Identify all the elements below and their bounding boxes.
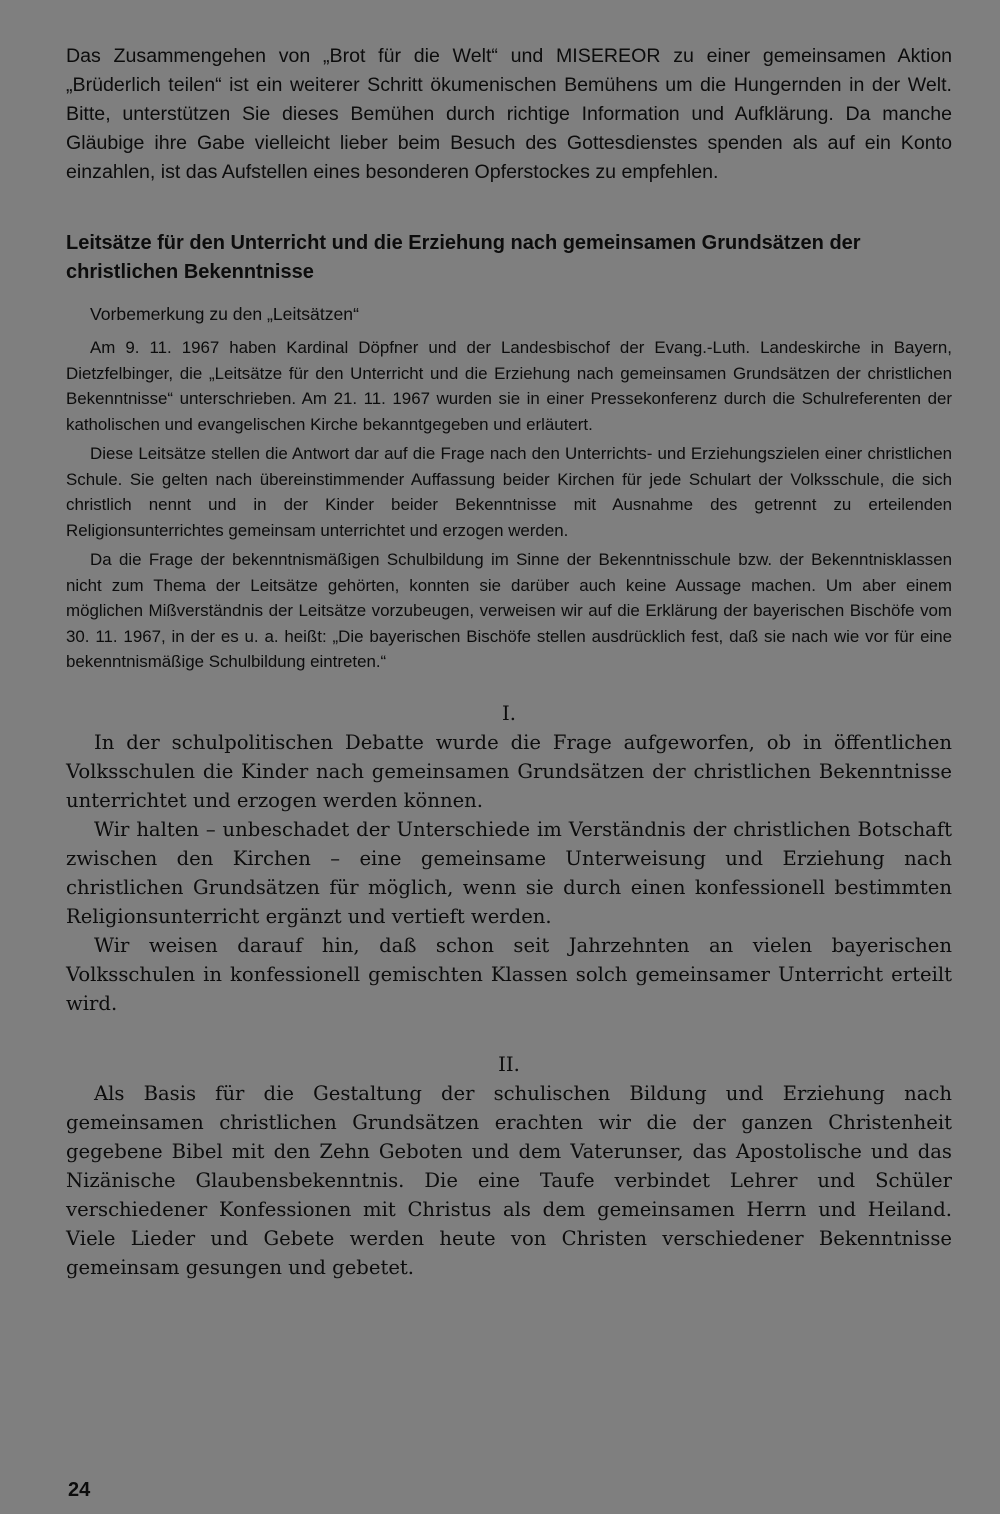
preliminary-paragraph: Diese Leitsätze stellen die Antwort dar auf die Frage nach den Unterrichts- und Erziehungszielen einer christlichen Schule. Sie gelten nach übereinstimmender Auffassung beider Kirchen für jede Schulart der Volksschule, die sich christlich nennt und in der Kinder beider Bekenntnisse mit Ausnahme des getrennt zu erteilenden Religionsunterrichtes gemeinsam unterrichtet und erzogen werden. [66,444,952,540]
section-2-paragraph: Als Basis für die Gestaltung der schulischen Bildung und Erziehung nach gemeinsamen christlichen Grundsätzen erachten wir die der ganzen Christenheit gegebene Bibel mit den Zehn Geboten und dem Vaterunser, das Apostolische und das Nizänische Glaubensbekenntnis. Die eine Taufe verbindet Lehrer und Schüler verschiedener Konfessionen mit Christus als dem gemeinsamen Herrn und Heiland. Viele Lieder und Gebete werden heute von Christen verschiedener Bekenntnisse gemeinsam gesungen und gebetet. [66,1081,952,1279]
document-page [66,42,952,1282]
section-1-paragraph: Wir weisen darauf hin, daß schon seit Jahrzehnten an vielen bayerischen Volksschulen in konfessionell gemischten Klassen solch gemeinsamer Unterricht erteilt wird. [66,933,952,1015]
section-1 [66,728,952,1018]
preliminary-title: Vorbemerkung zu den „Leitsätzen“ [90,304,359,324]
section-number-1: I. [502,701,516,725]
preliminary-paragraph: Am 9. 11. 1967 haben Kardinal Döpfner und der Landesbischof der Evang.-Luth. Landeskirche in Bayern, Dietzfelbinger, die „Leitsätze für den Unterricht und die Erziehung nach gemeinsamen Grundsätzen der christlichen Bekenntnisse“ unterschrieben. Am 21. 11. 1967 wurden sie in einer Pressekonferenz durch die Schulreferenten der katholischen und evangelischen Kirche bekanntgegeben und erläutert. [66,338,952,434]
section-number-2: II. [498,1052,520,1076]
section-1-paragraph: In der schulpolitischen Debatte wurde die Frage aufgeworfen, ob in öffentlichen Volksschulen die Kinder nach gemeinsamen Grundsätzen der christlichen Bekenntnisse unterrichtet und erzogen werden können. [66,730,952,812]
section-1-paragraph: Wir halten – unbeschadet der Unterschiede im Verständnis der christlichen Botschaft zwischen den Kirchen – eine gemeinsame Unterweisung und Erziehung nach christlichen Grundsätzen für möglich, wenn sie durch einen konfessionell bestimmten Religionsunterricht ergänzt und vertieft werden. [66,817,952,928]
preliminary-remarks [66,335,952,675]
preliminary-paragraph: Da die Frage der bekenntnismäßigen Schulbildung im Sinne der Bekenntnisschule bzw. der Bekenntnisklassen nicht zum Thema der Leitsätze gehörten, konnten sie darüber auch keine Aussage machen. Um aber einem möglichen Mißverständnis der Leitsätze vorzubeugen, verweisen wir auf die Erklärung der bayerischen Bischöfe vom 30. 11. 1967, in der es u. a. heißt: „Die bayerischen Bischöfe stellen ausdrücklich fest, daß sie nach wie vor für eine bekenntnismäßige Schulbildung eintreten.“ [66,550,952,671]
intro-paragraph: Das Zusammengehen von „Brot für die Welt“ und MISEREOR zu einer gemeinsamen Aktion „Brüderlich teilen“ ist ein weiterer Schritt ökumenischen Bemühens um die Hungernden in der Welt. Bitte, unterstützen Sie dieses Bemühen durch richtige Information und Aufklärung. Da manche Gläubige ihre Gabe vielleicht lieber beim Besuch des Gottesdienstes spenden als auf ein Konto einzahlen, ist das Aufstellen eines besonderen Opferstockes zu empfehlen. [66,45,952,183]
section-heading: Leitsätze für den Unterricht und die Erziehung nach gemeinsamen Grundsätzen der christlichen Bekenntnisse [66,232,861,283]
section-2 [66,1079,952,1282]
page-number: 24 [68,1479,91,1501]
